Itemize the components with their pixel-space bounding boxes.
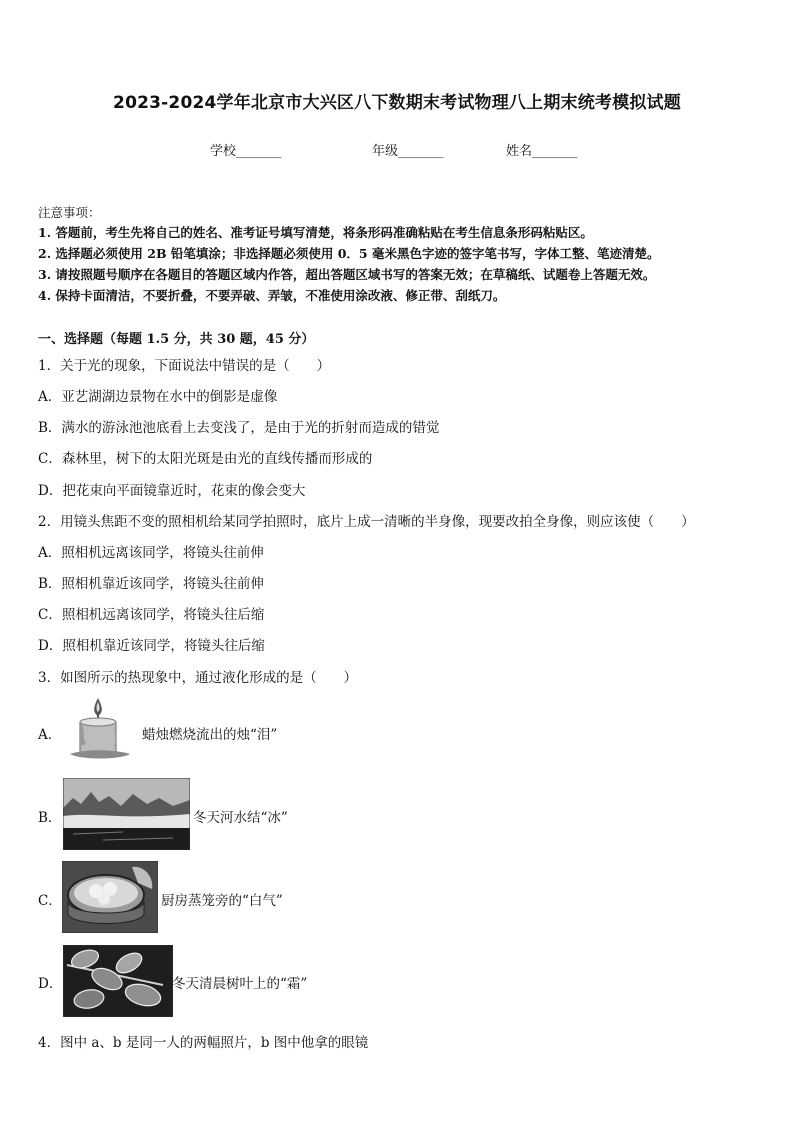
question-stem: 2．用镜头焦距不变的照相机给某同学拍照时，底片上成一清晰的半身像，现要改拍全身像，则应该使（ ） xyxy=(38,514,695,530)
option-item: A．亚艺湖湖边景物在水中的倒影是虚像 xyxy=(38,389,278,405)
option-item: B．照相机靠近该同学，将镜头往前伸 xyxy=(38,576,264,592)
option-item: C．森林里，树下的太阳光斑是由光的直线传播而形成的 xyxy=(38,451,373,467)
page-title: 2023-2024学年北京市大兴区八下数期末考试物理八上期末统考模拟试题 xyxy=(113,93,681,113)
option-caption: 蜡烛燃烧流出的烛“泪” xyxy=(142,727,278,743)
option-letter: A． xyxy=(38,727,62,743)
school-field[interactable]: 学校_______ xyxy=(210,144,282,159)
question-stem: 1．关于光的现象，下面说法中错误的是（ ） xyxy=(38,358,331,374)
option-caption: 冬天清晨树叶上的“霜” xyxy=(172,976,308,992)
option-letter: C． xyxy=(38,893,62,909)
candle-image xyxy=(64,694,140,762)
option-item: C．照相机远离该同学，将镜头往后缩 xyxy=(38,607,265,623)
option-item: A．照相机远离该同学，将镜头往前伸 xyxy=(38,545,264,561)
option-caption: 冬天河水结“冰” xyxy=(193,810,288,826)
frost-leaves-image xyxy=(63,945,173,1017)
option-letter: B． xyxy=(38,810,62,826)
option-item: D．把花束向平面镜靠近时，花束的像会变大 xyxy=(38,483,306,499)
notes-heading: 注意事项： xyxy=(38,205,101,220)
note-item: 1. 答题前，考生先将自己的姓名、准考证号填写清楚，将条形码准确粘贴在考生信息条形码粘贴区。 xyxy=(38,225,593,240)
frozen-river-image xyxy=(63,778,190,850)
note-item: 3. 请按照题号顺序在各题目的答题区域内作答，超出答题区域书写的答案无效；在草稿纸、试题卷上答题无效。 xyxy=(38,267,656,282)
option-item: D．照相机靠近该同学，将镜头往后缩 xyxy=(38,638,265,654)
question-stem: 4．图中 a、b 是同一人的两幅照片，b 图中他拿的眼镜 xyxy=(38,1035,369,1051)
section-title: 一、选择题（每题 1.5 分，共 30 题，45 分） xyxy=(38,332,315,347)
option-item: B．满水的游泳池池底看上去变浅了，是由于光的折射而造成的错觉 xyxy=(38,420,440,436)
note-item: 2. 选择题必须使用 2B 铅笔填涂；非选择题必须使用 0．5 毫米黑色字迹的签字笔书写，字体工整、笔迹清楚。 xyxy=(38,246,660,261)
name-field[interactable]: 姓名_______ xyxy=(506,144,578,159)
steamer-image xyxy=(62,861,158,933)
option-letter: D． xyxy=(38,976,63,992)
note-item: 4. 保持卡面清洁，不要折叠，不要弄破、弄皱，不准使用涂改液、修正带、刮纸刀。 xyxy=(38,288,506,303)
grade-field[interactable]: 年级_______ xyxy=(372,144,444,159)
question-stem: 3．如图所示的热现象中，通过液化形成的是（ ） xyxy=(38,670,358,686)
option-caption: 厨房蒸笼旁的“白气” xyxy=(161,893,283,909)
